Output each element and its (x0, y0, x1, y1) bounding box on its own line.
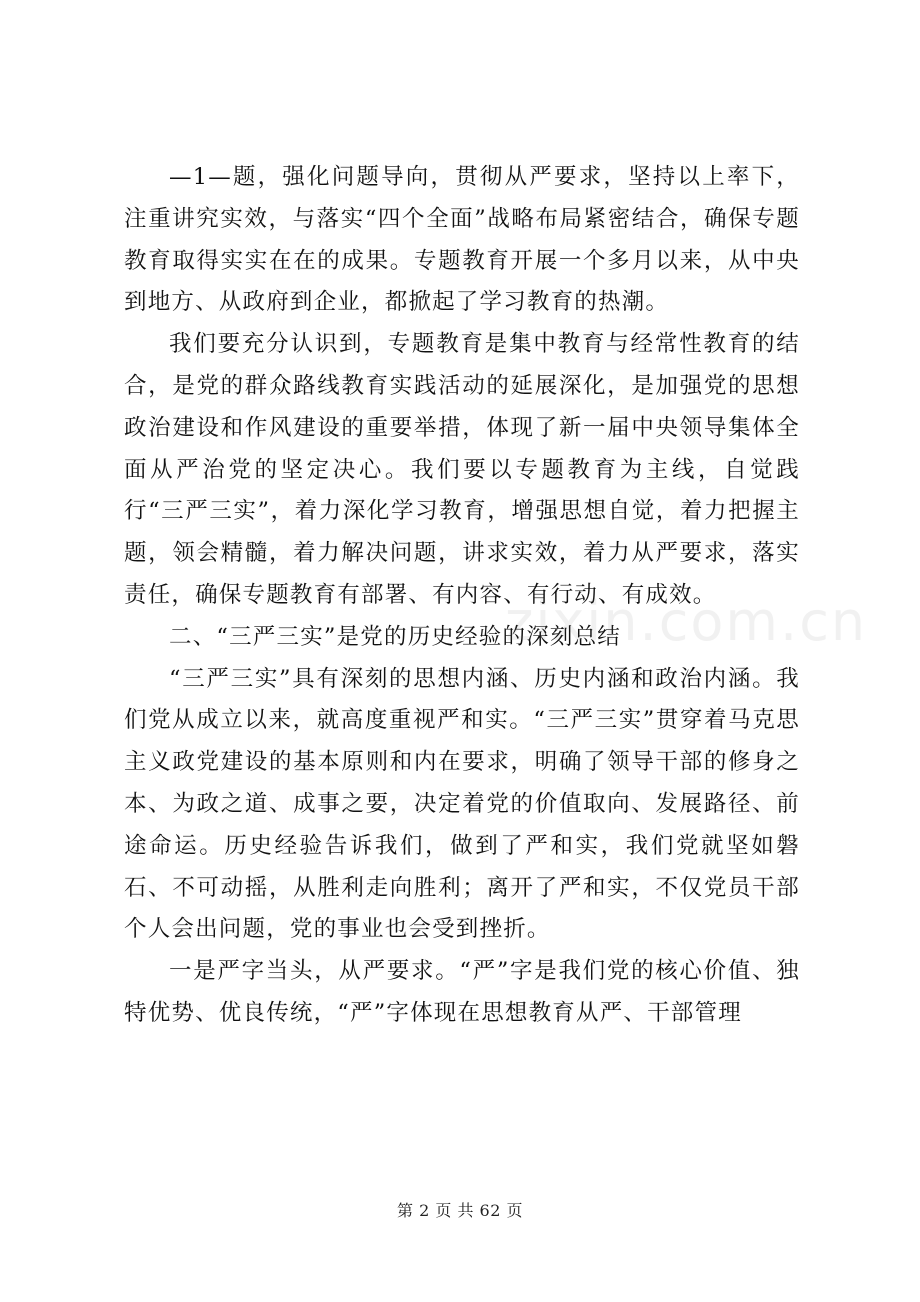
paragraph-2: 我们要充分认识到，专题教育是集中教育与经常性教育的结合，是党的群众路线教育实践活动的延展深化，是加强党的思想政治建设和作风建设的重要举措，体现了新一届中央领导集体全面从严治党的坚定决心。我们要以专题教育为主线，自觉践行“三严三实”，着力深化学习教育，增强思想自觉，着力把握主题，领会精髓，着力解决问题，讲求实效，着力从严要求，落实责任，确保专题教育有部署、有内容、有行动、有成效。 (124, 331, 800, 608)
paragraph-3: “三严三实”具有深刻的思想内涵、历史内涵和政治内涵。我们党从成立以来，就高度重视严和实。“三严三实”贯穿着马克思主义政党建设的基本原则和内在要求，明确了领导干部的修身之本、为政之道、成事之要，决定着党的价值取向、发展路径、前途命运。历史经验告诉我们，做到了严和实，我们党就坚如磐石、不可动摇，从胜利走向胜利；离开了严和实，不仅党员干部个人会出问题，党的事业也会受到挫折。 (124, 665, 800, 943)
body-text (124, 157, 800, 1035)
paragraph-1: —1—题，强化问题导向，贯彻从严要求，坚持以上率下，注重讲究实效，与落实“四个全面”战略布局紧密结合，确保专题教育取得实实在在的成果。专题教育开展一个多月以来，从中央到地方、从政府到企业，都掀起了学习教育的热潮。 (124, 164, 800, 316)
paragraph-4: 一是严字当头，从严要求。“严”字是我们党的核心价值、独特优势、优良传统，“严”字体现在思想教育从严、干部管理 (124, 958, 800, 1026)
page-footer: 第 2 页 共 62 页 (397, 1201, 523, 1220)
section-heading: 二、“三严三实”是党的历史经验的深刻总结 (169, 623, 622, 650)
watermark: zixin.com.cn (505, 590, 868, 653)
